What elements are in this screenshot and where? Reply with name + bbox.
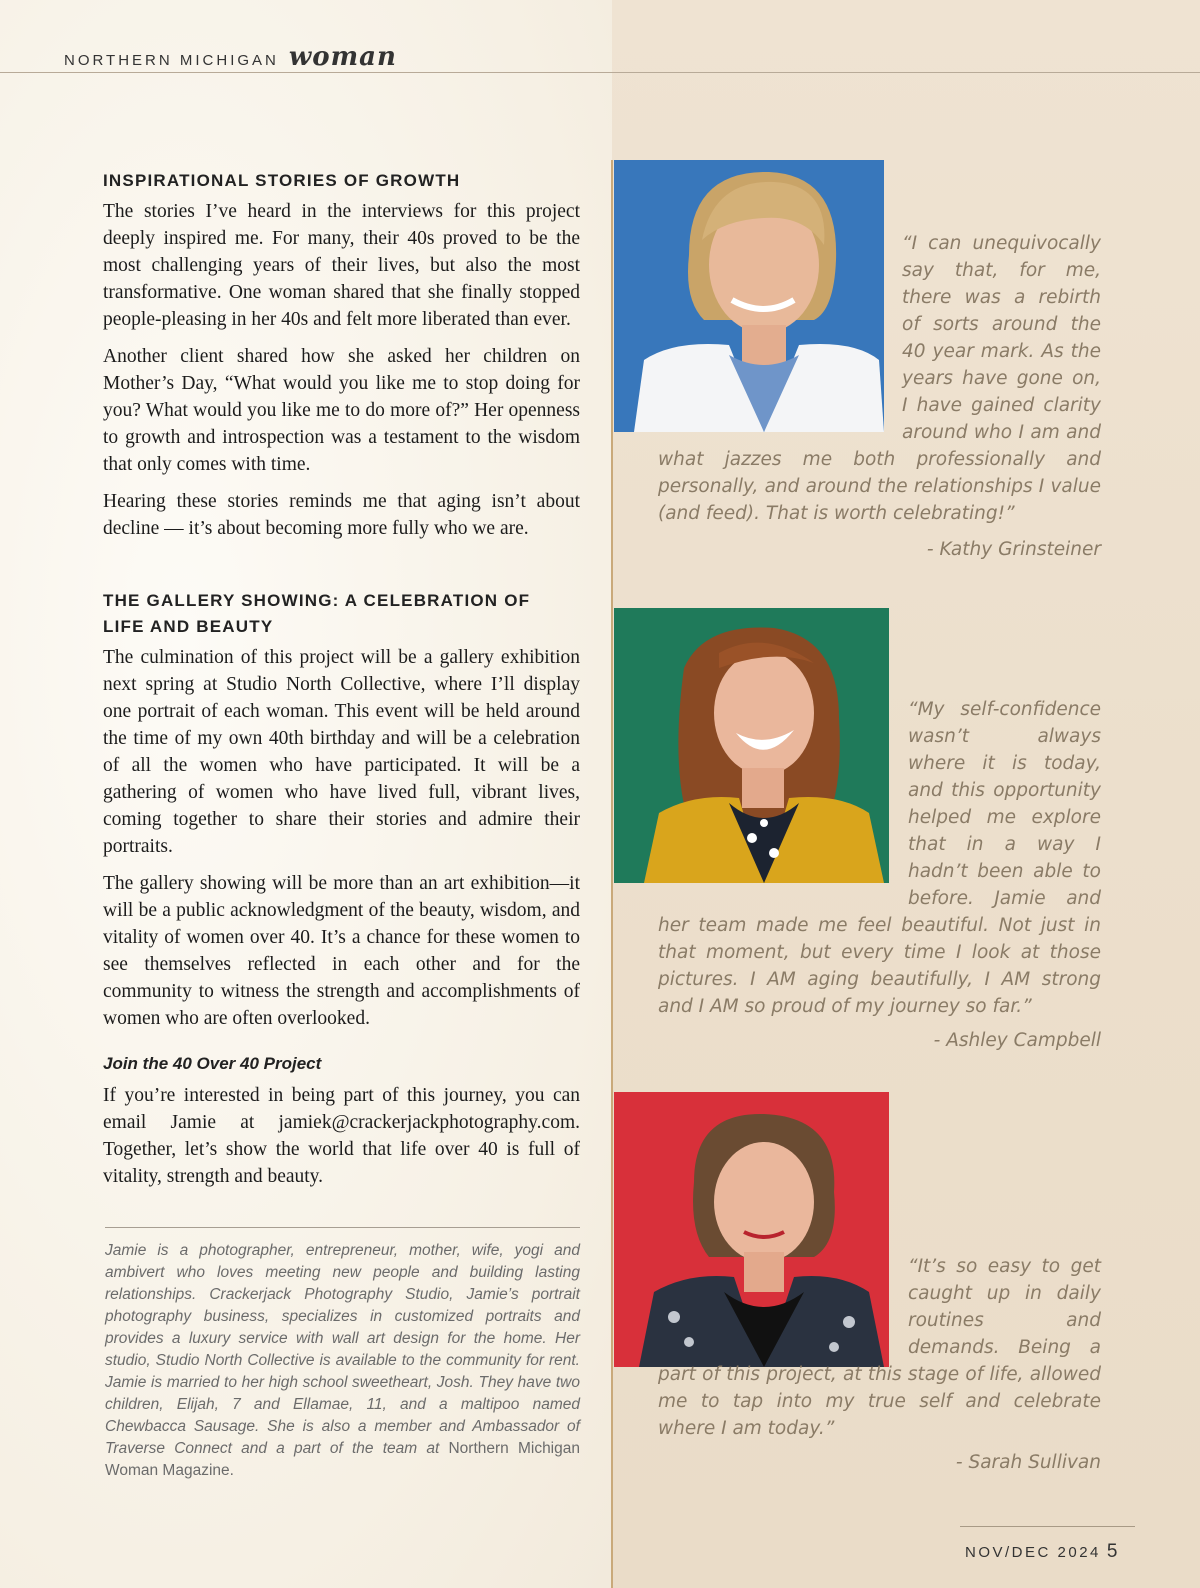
join-heading: Join the 40 Over 40 Project <box>103 1054 322 1073</box>
header-rule <box>0 72 1200 73</box>
quote-kathy-text: “I can unequivocally say that, for me, there was a rebirth of sorts around the 40 year mark. As the years have gone on, I have gained clarity around who I am and what jazzes me both professionally and personally, and around the relationships I value (and feed). That is worth celebrating!” <box>658 233 1101 524</box>
author-bio-text: Jamie is a photographer, entrepreneur, mother, wife, yogi and ambivert who loves meeting new people and building lasting relationships. Crackerjack Photography Studio, Jamie’s portrait photography business, specializes in customized portraits and provides a luxury service with wall art design for the home. Her studio, Studio North Collective is available to the community for rent. Jamie is married to her high school sweetheart, Josh. They have two children, Elijah, 7 and Ellamae, 11, and a maltipoo named Chewbacca Sausage. She is also a member and Ambassador of Traverse Connect and a part of the team at <box>105 1242 580 1457</box>
masthead-caps: NORTHERN MICHIGAN <box>64 52 279 69</box>
join-section <box>103 1054 580 1190</box>
gallery-section <box>103 588 580 1032</box>
growth-paragraph-2: Another client shared how she asked her children on Mother’s Day, “What would you like me to stop doing for you? What would you like me to do more of?” Her openness to growth and introspection was a testament to the wisdom that only comes with time. <box>103 346 580 475</box>
masthead-script: woman <box>288 42 397 72</box>
author-bio-magazine: Northern Michigan Woman Magazine. <box>105 1440 580 1479</box>
page-number: 5 <box>1106 1541 1118 1562</box>
quote-photo-wrap-spacer <box>658 696 908 912</box>
attribution-ashley: - Ashley Campbell <box>933 1030 1101 1051</box>
growth-paragraph-1: The stories I’ve heard in the interviews for this project deeply inspired me. For many, their 40s proved to be the most challenging years of their lives, but also the most transformative. One woman shared that she finally stopped people-pleasing in her 40s and felt more liberated than ever. <box>103 201 580 330</box>
growth-heading: INSPIRATIONAL STORIES OF GROWTH <box>103 171 461 190</box>
gallery-heading-line-1: THE GALLERY SHOWING: A CELEBRATION OF <box>103 591 531 610</box>
growth-section <box>103 168 580 542</box>
masthead <box>64 42 397 72</box>
bio-rule <box>105 1227 580 1228</box>
quote-sarah <box>658 1253 1101 1442</box>
footer <box>965 1541 1145 1563</box>
issue-date: NOV/DEC 2024 <box>965 1544 1101 1561</box>
growth-paragraph-3: Hearing these stories reminds me that aging isn’t about decline — it’s about becoming more fully who we are. <box>103 491 580 539</box>
column-divider <box>611 160 613 1588</box>
quote-ashley-text: “My self-confidence wasn’t always where it is today, and this opportunity helped me explore that in a way I hadn’t been able to before. Jamie and her team made me feel beautiful. Not just in that moment, but every time I look at those pictures. I AM aging beautifully, I AM strong and I AM so proud of my journey so far.” <box>658 699 1101 1017</box>
gallery-paragraph-1: The culmination of this project will be a gallery exhibition next spring at Studio North Collective, where I’ll display one portrait of each woman. This event will be held around the time of my own 40th birthday and will be a celebration of all the women who have participated. It will be a gathering of women who have lived full, vibrant lives, coming together to share their stories and admire their portraits. <box>103 647 580 857</box>
quote-ashley <box>658 696 1101 1020</box>
join-paragraph: If you’re interested in being part of this journey, you can email Jamie at jamiek@crackerjackphotography.com. Together, let’s show the world that life over 40 is full of vitality, strength and beauty. <box>103 1085 580 1187</box>
author-bio <box>105 1240 580 1482</box>
gallery-heading-line-2: LIFE AND BEAUTY <box>103 617 274 636</box>
gallery-paragraph-2: The gallery showing will be more than an art exhibition—it will be a public acknowledgment of the beauty, wisdom, and vitality of women over 40. It’s a chance for these women to see themselves reflected in each other and for the community to witness the strength and accomplishments of women who are often overlooked. <box>103 873 580 1029</box>
footer-rule <box>960 1526 1135 1527</box>
quote-photo-wrap-spacer <box>658 230 902 446</box>
attribution-sarah: - Sarah Sullivan <box>955 1452 1101 1473</box>
attribution-kathy: - Kathy Grinsteiner <box>926 539 1101 560</box>
quote-photo-wrap-spacer <box>658 1253 908 1361</box>
quote-sarah-text: “It’s so easy to get caught up in daily routines and demands. Being a part of this project, at this stage of life, allowed me to tap into my true self and celebrate where I am today.” <box>658 1256 1101 1439</box>
quote-kathy <box>658 230 1101 527</box>
